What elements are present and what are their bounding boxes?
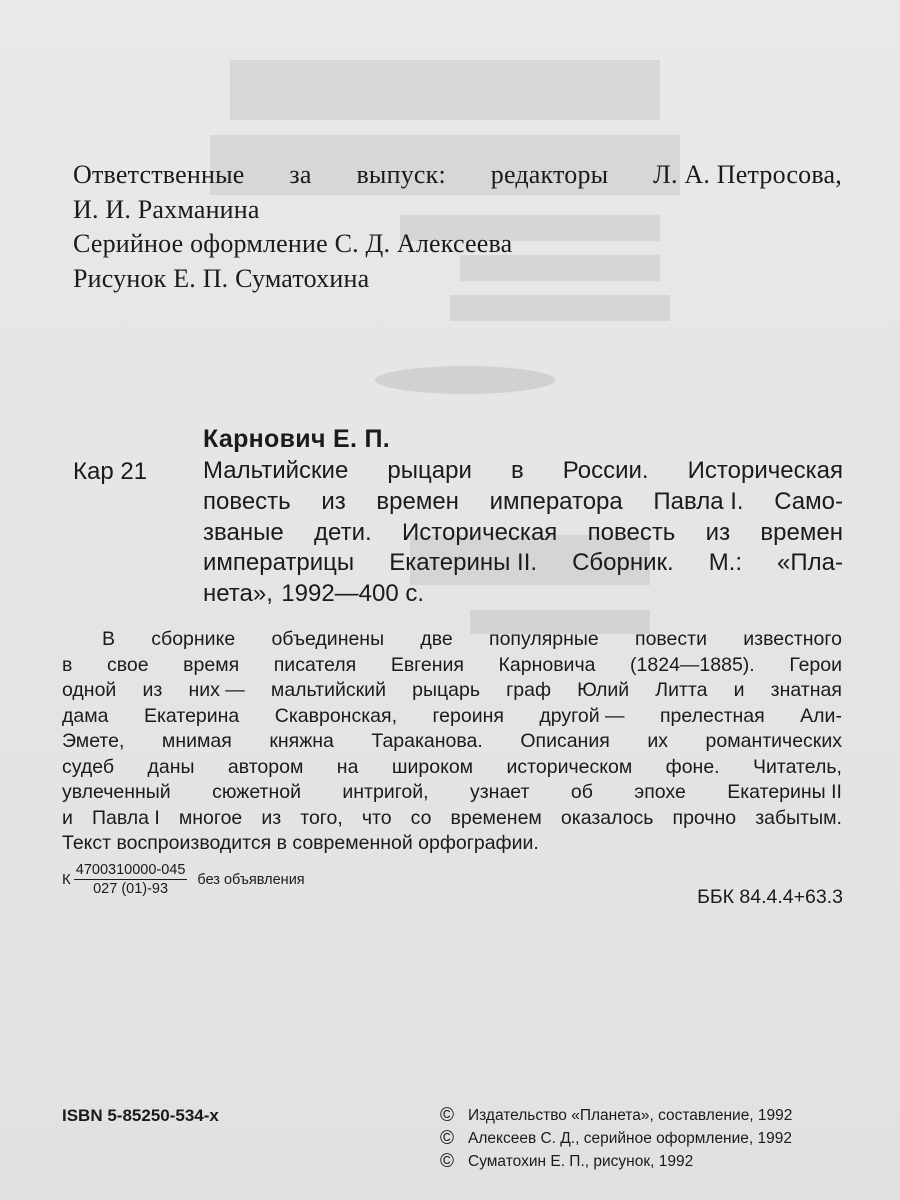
credits-line-editor2: И. И. Рахманина <box>73 194 260 224</box>
credits-line-illustration: Рисунок Е. П. Суматохина <box>73 263 370 293</box>
annotation-word: Екатерины II <box>727 781 842 803</box>
annotation-line <box>62 780 842 806</box>
credits-word: выпуск: <box>356 160 446 189</box>
catalog-description-line <box>203 548 843 579</box>
annotation-word: повести <box>635 628 707 650</box>
annotation-word: время <box>183 653 240 676</box>
copyright-icon: © <box>440 1151 454 1172</box>
annotation-line <box>62 806 842 832</box>
annotation-word: сюжетной <box>212 781 301 803</box>
annotation-word: об <box>570 781 593 803</box>
annotation-word: оказалось <box>560 806 654 829</box>
annotation-word: из <box>261 806 282 829</box>
annotation-word: одной <box>62 679 117 701</box>
catalog-description-word: повесть <box>587 518 676 546</box>
catalog-description-word: времен <box>376 487 459 515</box>
annotation-word: Эмете, <box>62 730 125 752</box>
annotation-line <box>62 755 842 781</box>
price-code-note: без объявления <box>197 871 305 888</box>
annotation-word: объединены <box>271 628 385 650</box>
annotation-word: забытым. <box>755 806 842 829</box>
copyright-icon: © <box>440 1128 454 1149</box>
annotation-word: Тараканова. <box>371 730 483 752</box>
annotation-word: прочно <box>672 806 737 829</box>
annotation-word: Герои <box>789 653 842 676</box>
annotation-word: другой — <box>539 704 625 727</box>
annotation-word: них — <box>188 679 245 701</box>
credits-word: редакторы <box>490 160 609 189</box>
copyright-text: Издательство «Планета», составление, 1992 <box>468 1107 793 1124</box>
catalog-description-word: «Пла- <box>777 549 843 577</box>
catalog-author: Карнович Е. П. <box>203 425 390 453</box>
annotation-word: знатная <box>770 679 842 701</box>
annotation-word: Литта <box>655 679 708 701</box>
catalog-description-line <box>203 487 843 518</box>
annotation-word: фоне. <box>665 755 720 778</box>
copyright-line <box>440 1104 792 1127</box>
annotation-word: мнимая <box>161 730 232 752</box>
catalog-description-word: повесть <box>203 487 291 515</box>
annotation-word: в <box>62 653 73 676</box>
annotation-word: прелестная <box>660 704 765 727</box>
annotation-word: их <box>647 730 668 752</box>
annotation-word: Павла I <box>91 806 160 829</box>
annotation-word: Карновича <box>498 653 596 676</box>
annotation-word: Скавронская, <box>274 704 397 727</box>
credits-line-series-design: Серийное оформление С. Д. Алексеева <box>73 229 513 258</box>
catalog-description-word: Сборник. <box>572 549 674 577</box>
copyright-line <box>440 1127 792 1150</box>
annotation-line <box>62 678 842 704</box>
catalog-description-word: Историческая <box>402 518 558 546</box>
annotation-line <box>62 729 842 755</box>
annotation-line <box>62 831 842 857</box>
annotation-word: дама <box>62 704 109 727</box>
catalog-description-line <box>203 456 843 487</box>
annotation-word: судеб <box>62 755 115 778</box>
annotation-word: романтических <box>705 730 842 752</box>
annotation-word: увлеченный <box>62 781 171 803</box>
annotation-word: временем <box>450 806 542 829</box>
annotation-word: известного <box>743 628 842 650</box>
catalog-description-word: Павла I. <box>653 487 744 515</box>
bbk-code: ББК 84.4.4+63.3 <box>697 886 843 908</box>
catalog-description <box>203 456 843 610</box>
annotation-word: Екатерина <box>143 704 240 727</box>
annotation-word: на <box>336 755 359 778</box>
annotation-line <box>62 704 842 730</box>
catalog-description-word: званые <box>203 518 284 546</box>
copyright-line <box>440 1150 792 1173</box>
annotation-word: мальтийский <box>270 679 386 701</box>
annotation-word: Описания <box>520 730 610 752</box>
annotation-word: Евгения <box>390 653 464 676</box>
catalog-description-word: М.: <box>708 549 743 577</box>
catalog-description-word: Екатерины II. <box>389 549 538 577</box>
catalog-description-word: нета», <box>203 580 273 608</box>
catalog-description-word: рыцари <box>387 457 472 484</box>
annotation-word: широком <box>391 755 474 778</box>
annotation-word: рыцарь <box>412 679 481 701</box>
price-code-numerator: 4700310000-045 <box>75 862 186 878</box>
annotation-word: даны <box>147 755 195 778</box>
catalog-description-word: 1992—400 с. <box>281 580 425 608</box>
catalog-description-word: в <box>510 457 524 484</box>
annotation-word: эпохе <box>634 781 686 803</box>
credits-word: Л. А. Петросова, <box>653 160 842 189</box>
annotation-word: популярные <box>489 628 599 650</box>
annotation-word: того, <box>300 806 343 829</box>
annotation-word: две <box>420 628 453 650</box>
annotation-word: граф <box>506 679 552 701</box>
annotation-word: Юлий <box>577 679 630 701</box>
price-code-fraction <box>74 862 188 897</box>
annotation-line <box>62 653 842 679</box>
editorial-credits <box>73 158 853 296</box>
credits-line-editors <box>73 158 842 193</box>
annotation-word: автором <box>227 755 304 778</box>
copyright-icon: © <box>440 1105 454 1126</box>
annotation-word: и <box>733 679 745 701</box>
credits-word: за <box>289 160 312 189</box>
catalog-description-word: из <box>321 487 346 515</box>
catalog-description-word: дети. <box>314 518 372 546</box>
catalog-description-line <box>203 579 843 610</box>
annotation-word: свое <box>106 653 149 676</box>
annotation-word: княжна <box>269 730 334 752</box>
annotation-word: сборнике <box>151 628 236 650</box>
annotation-word: со <box>410 806 432 829</box>
annotation-word: писателя <box>273 653 357 676</box>
annotation-word: Читатель, <box>753 755 842 778</box>
catalog-description-word: времен <box>760 518 843 546</box>
catalog-description-word: Историческая <box>687 457 843 484</box>
price-code <box>62 862 305 897</box>
annotation-word: и <box>62 806 73 829</box>
catalog-description-word: России. <box>562 457 649 484</box>
annotation-word: героиня <box>432 704 504 727</box>
annotation-word: из <box>142 679 163 701</box>
annotation-word: В <box>102 628 116 650</box>
catalog-description-word: Мальтийские <box>203 457 349 484</box>
annotation-word: (1824—1885). <box>630 653 755 676</box>
price-code-letter: К <box>62 871 71 888</box>
annotation-word: интригой, <box>342 781 429 803</box>
annotation-word: узнает <box>469 781 530 803</box>
annotation-word: многое <box>178 806 243 829</box>
catalog-code: Кар 21 <box>73 458 148 485</box>
catalog-description-word: из <box>705 518 731 546</box>
credits-word: Ответственные <box>73 160 245 189</box>
price-code-denominator: 027 (01)-93 <box>93 881 169 897</box>
catalog-description-word: императора <box>489 487 623 515</box>
annotation-word: Текст воспроизводится в современной орфографии. <box>62 832 539 854</box>
copyright-text: Алексеев С. Д., серийное оформление, 1992 <box>468 1130 792 1147</box>
catalog-description-word: Само- <box>774 487 843 515</box>
annotation-word: историческом <box>506 755 633 778</box>
annotation-paragraph <box>62 627 842 857</box>
annotation-word: что <box>361 806 392 829</box>
catalog-description-word: императрицы <box>203 549 355 577</box>
copyright-list <box>440 1104 792 1173</box>
copyright-text: Суматохин Е. П., рисунок, 1992 <box>468 1153 694 1170</box>
annotation-line <box>62 627 842 653</box>
catalog-description-line <box>203 518 843 549</box>
annotation-word: Али- <box>800 704 842 727</box>
isbn: ISBN 5-85250-534-х <box>62 1106 219 1125</box>
